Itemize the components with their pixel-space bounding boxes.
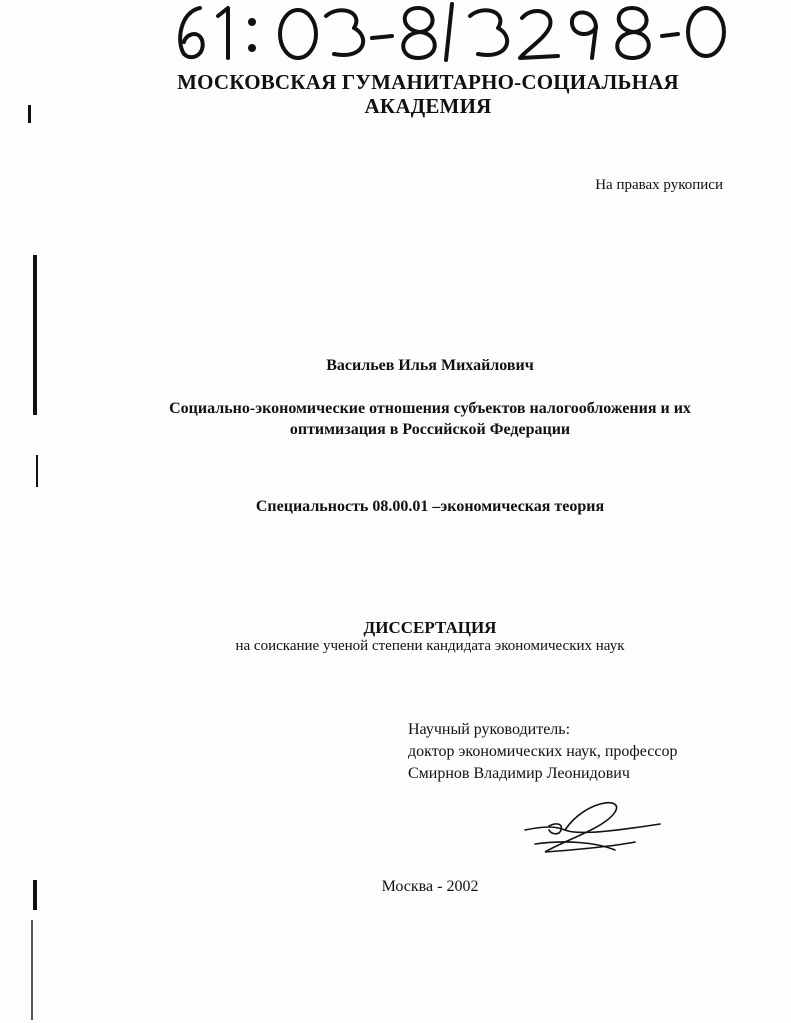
supervisor-label: Научный руководитель: bbox=[408, 721, 571, 738]
scan-edge-mark bbox=[31, 920, 33, 1020]
title-line-2: оптимизация в Российской Федерации bbox=[289, 421, 571, 438]
rights-note: На правах рукописи bbox=[595, 177, 723, 193]
dissertation-subheading: на соискание ученой степени кандидата экономических наук bbox=[235, 638, 625, 654]
dissertation-heading: ДИССЕРТАЦИЯ bbox=[363, 618, 497, 637]
institution-line-1: МОСКОВСКАЯ ГУМАНИТАРНО-СОЦИАЛЬНАЯ bbox=[177, 70, 679, 94]
handwritten-archive-code bbox=[170, 2, 730, 62]
institution-line-2: АКАДЕМИЯ bbox=[364, 94, 492, 118]
author-name: Васильев Илья Михайлович bbox=[326, 357, 534, 374]
place-and-year: Москва - 2002 bbox=[381, 878, 479, 895]
scan-edge-mark bbox=[36, 455, 38, 487]
supervisor-name: Смирнов Владимир Леонидович bbox=[408, 765, 630, 782]
title-line-1: Социально-экономические отношения субъектов налогообложения и их bbox=[169, 400, 691, 417]
supervisor-degree: доктор экономических наук, профессор bbox=[408, 743, 678, 760]
institution-name bbox=[0, 70, 791, 118]
supervisor-block bbox=[408, 719, 678, 785]
scan-edge-mark bbox=[33, 255, 37, 415]
dissertation-title bbox=[0, 398, 791, 440]
specialty: Специальность 08.00.01 –экономическая теория bbox=[255, 498, 605, 515]
signature bbox=[505, 800, 665, 860]
